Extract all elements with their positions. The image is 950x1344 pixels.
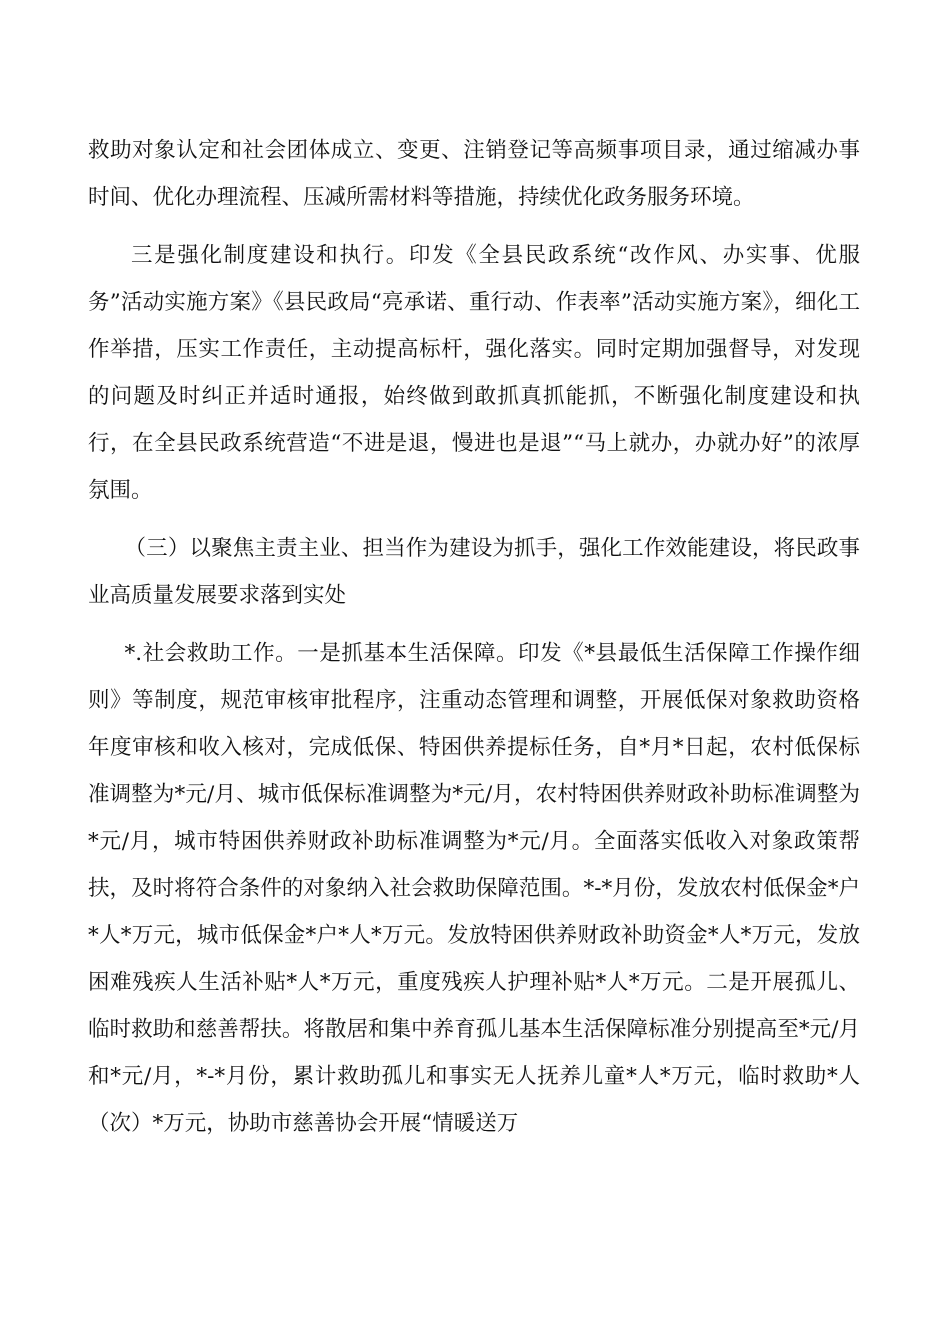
document-body — [88, 127, 860, 1147]
paragraph-social-assistance: *.社会救助工作。一是抓基本生活保障。印发《*县最低生活保障工作操作细则》等制度，规范审核审批程序，注重动态管理和调整，开展低保对象救助资格年度审核和收入核对，完成低保、特困供养提标任务，自*月*日起，农村低保标准调整为*元/月、城市低保标准调整为*元/月，农村特困供养财政补助标准调整为*元/月，城市特困供养财政补助标准调整为*元/月。全面落实低收入对象政策帮扶，及时将符合条件的对象纳入社会救助保障范围。*-*月份，发放农村低保金*户*人*万元，城市低保金*户*人*万元。发放特困供养财政补助资金*人*万元，发放困难残疾人生活补贴*人*万元，重度残疾人护理补贴*人*万元。二是开展孤儿、临时救助和慈善帮扶。将散居和集中养育孤儿基本生活保障标准分别提高至*元/月和*元/月，*-*月份，累计救助孤儿和事实无人抚养儿童*人*万元，临时救助*人（次）*万元，协助市慈善协会开展“情暖送万 — [88, 641, 860, 1136]
section-heading-3: （三）以聚焦主责主业、担当作为建设为抓手，强化工作效能建设，将民政事业高质量发展要求落到实处 — [88, 536, 860, 608]
paragraph-system-building: 三是强化制度建设和执行。印发《全县民政系统“改作风、办实事、优服务”活动实施方案》《县民政局“亮承诺、重行动、作表率”活动实施方案》，细化工作举措，压实工作责任，主动提高标杆，强化落实。同时定期加强督导，对发现的问题及时纠正并适时通报，始终做到敢抓真抓能抓，不断强化制度建设和执行，在全县民政系统营造“不进是退，慢进也是退”“马上就办，办就办好”的浓厚氛围。 — [88, 243, 860, 503]
paragraph-continuation: 救助对象认定和社会团体成立、变更、注销登记等高频事项目录，通过缩减办事时间、优化办理流程、压减所需材料等措施，持续优化政务服务环境。 — [88, 138, 860, 210]
